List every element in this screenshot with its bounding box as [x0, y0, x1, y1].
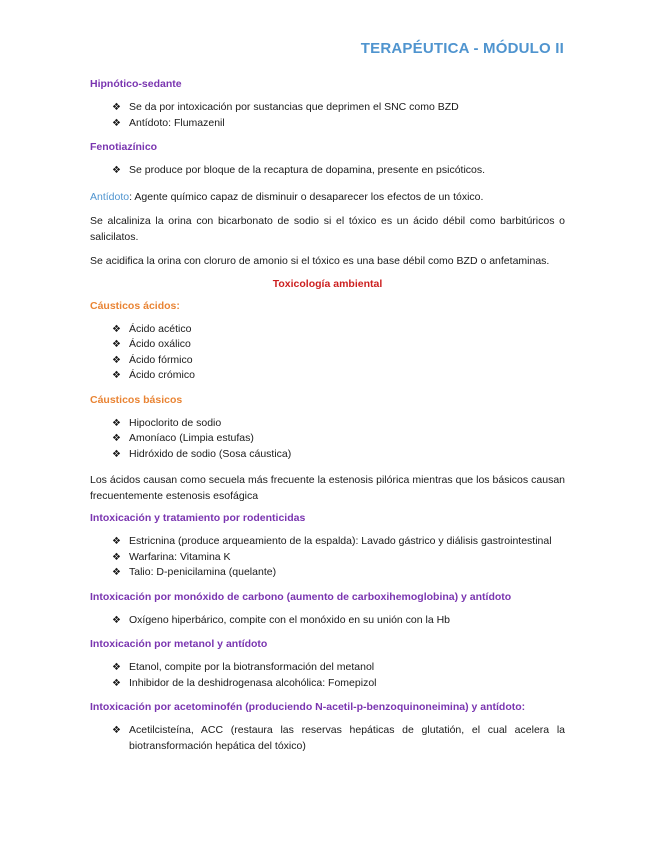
list-acetominofen — [90, 723, 565, 754]
list-item: ❖ Inhibidor de la deshidrogenasa alcohólica: Fomepizol — [90, 676, 565, 692]
list-item: ❖ Warfarina: Vitamina K — [90, 550, 565, 566]
page-header: TERAPÉUTICA - MÓDULO II — [360, 40, 564, 57]
bullet-icon: ❖ — [112, 433, 121, 444]
bullet-icon: ❖ — [112, 536, 121, 547]
paragraph-secuelas: Los ácidos causan como secuela más frecuente la estenosis pilórica mientras que los básicos causan frecuentemente estenosis esofágica — [90, 474, 565, 502]
heading-rodenticidas: Intoxicación y tratamiento por rodenticidas — [90, 512, 306, 524]
heading-metanol: Intoxicación por metanol y antídoto — [90, 638, 268, 650]
heading-fenotiazinico: Fenotiazínico — [90, 141, 158, 153]
bullet-icon: ❖ — [112, 567, 121, 578]
list-item: ❖ Acetilcisteína, ACC (restaura las reservas hepáticas de glutatión, el cual acelera la biotransformación hepática del tóxico) — [112, 724, 565, 752]
list-item: ❖ Amoníaco (Limpia estufas) — [90, 431, 565, 447]
bullet-icon: ❖ — [112, 417, 121, 429]
antidote-term: Antídoto — [90, 190, 130, 203]
bullet-icon: ❖ — [112, 677, 121, 689]
list-causticos-basicos — [90, 416, 565, 463]
bullet-icon: ❖ — [112, 551, 121, 563]
list-item: ❖ Se da por intoxicación por sustancias que deprimen el SNC como BZD — [90, 100, 565, 116]
heading-causticos-basicos: Cáusticos básicos — [90, 393, 183, 406]
bullet-icon: ❖ — [112, 323, 121, 335]
list-item: ❖ Ácido oxálico — [90, 337, 565, 353]
bullet-icon: ❖ — [112, 117, 121, 129]
heading-causticos-acidos: Cáusticos ácidos: — [90, 299, 180, 312]
list-item: ❖ Estricnina (produce arqueamiento de la espalda): Lavado gástrico y diálisis gastrointestinal — [90, 534, 565, 550]
document-content — [90, 78, 565, 764]
bullet-icon: ❖ — [112, 354, 121, 366]
bullet-icon: ❖ — [112, 448, 121, 460]
bullet-icon: ❖ — [112, 725, 121, 736]
heading-monoxido-carbono: Intoxicación por monóxido de carbono (aumento de carboxihemoglobina) y antídoto — [90, 590, 512, 603]
list-item: ❖ Hipoclorito de sodio — [90, 416, 565, 432]
paragraph-alcalinizacion: Se alcaliniza la orina con bicarbonato de sodio si el tóxico es un ácido débil como barbitúricos o salicilatos. — [90, 214, 565, 243]
list-item: ❖ Se produce por bloque de la recaptura de dopamina, presente en psicóticos. — [90, 163, 565, 179]
list-item: ❖ Ácido fórmico — [90, 353, 565, 369]
list-hipnotico-sedante — [90, 100, 565, 131]
list-fenotiazinico — [90, 163, 565, 179]
list-causticos-acidos — [90, 322, 565, 384]
heading-acetominofen: Intoxicación por acetominofén (produciendo N-acetil-p-benzoquinoneimina) y antídoto: — [90, 701, 526, 713]
list-item: ❖ Ácido acético — [90, 322, 565, 338]
bullet-icon: ❖ — [112, 165, 121, 176]
list-item: ❖ Hidróxido de sodio (Sosa cáustica) — [90, 447, 565, 463]
paragraph-acidificacion: Se acidifica la orina con cloruro de amonio si el tóxico es una base débil como BZD o anfetaminas. — [90, 254, 550, 267]
list-item: ❖ Talio: D-penicilamina (quelante) — [90, 565, 565, 581]
bullet-icon: ❖ — [112, 339, 121, 350]
bullet-icon: ❖ — [112, 662, 121, 673]
heading-hipnotico-sedante: Hipnótico-sedante — [90, 78, 182, 90]
bullet-icon: ❖ — [112, 370, 121, 381]
list-item: ❖ Oxígeno hiperbárico, compite con el monóxido en su unión con la Hb — [90, 613, 565, 629]
list-item: ❖ Etanol, compite por la biotransformación del metanol — [90, 660, 565, 676]
list-monoxido-carbono — [90, 613, 565, 629]
list-metanol — [90, 660, 565, 691]
list-item: ❖ Antídoto: Flumazenil — [90, 116, 565, 132]
section-title-toxicologia-ambiental: Toxicología ambiental — [272, 277, 383, 290]
list-rodenticidas — [90, 534, 565, 581]
bullet-icon: ❖ — [112, 102, 121, 113]
list-item: ❖ Ácido crómico — [90, 368, 565, 384]
antidote-definition: Antídoto: Agente químico capaz de disminuir o desaparecer los efectos de un tóxico. — [90, 190, 484, 203]
bullet-icon: ❖ — [112, 614, 121, 626]
